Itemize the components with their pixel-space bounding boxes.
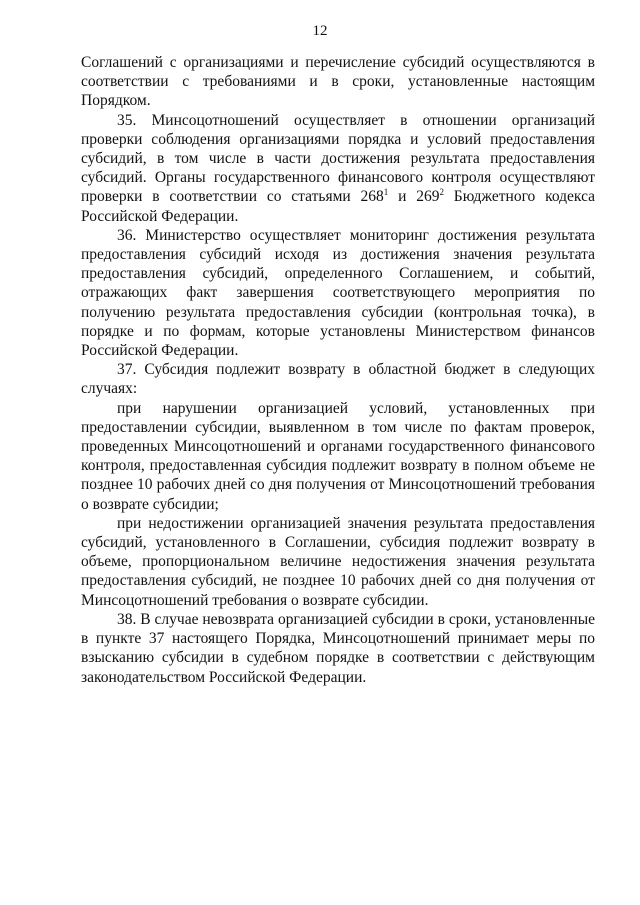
- paragraph-35: [81, 111, 595, 226]
- paragraph-35-end: Бюджетного кодекса Российской Федерации.: [81, 188, 596, 225]
- article-269-superscript: 2: [439, 187, 444, 198]
- paragraph-35-text: 35. Минсоцотношений осуществляет в отношении организаций проверки соблюдения организациями порядка и условий предоставления субсидий, в том числе в части достижения результата предоставления субсидий. Органы государственного финансового контроля осуществляют проверки в соответствии со статьями: [81, 111, 595, 206]
- conjunction-and: и: [398, 188, 407, 206]
- paragraph-38: 38. В случае невозврата организацией субсидии в сроки, установленные в пункте 37 настоящего Порядка, Минсоцотношений принимает меры по взысканию субсидии в судебном порядке в соответствии с действующим законодательством Российской Федерации.: [81, 610, 595, 686]
- document-body: [81, 53, 595, 687]
- article-269: 269: [416, 188, 440, 206]
- paragraph-37-case-a: при нарушении организацией условий, установленных при предоставлении субсидии, выявленном в том числе по фактам проверок, проведенных Минсоцотношений и органами государственного финансового контроля, предоставленная субсидия подлежит возврату в полном объеме не позднее 10 рабочих дней со дня получения от Минсоцотношений требования о возврате субсидии;: [81, 399, 595, 513]
- article-268: 268: [360, 188, 384, 206]
- paragraph-37-case-b: при недостижении организацией значения результата предоставления субсидий, установленного в Соглашении, субсидия подлежит возврату в объеме, пропорциональном величине недостижения значения результата предоставления субсидий, не позднее 10 рабочих дней со дня получения от Минсоцотношений требования о возврате субсидии.: [81, 514, 595, 609]
- page-number: 12: [312, 23, 328, 39]
- paragraph-36: 36. Министерство осуществляет мониторинг достижения результата предоставления субсидий исходя из достижения значения результата предоставления субсидий, определенного Соглашением, и событий, отражающих факт завершения соответствующего мероприятия по получению результата предоставления субсидии (контрольная точка), в порядке и по формам, которые установлены Министерством финансов Российской Федерации.: [81, 226, 595, 360]
- paragraph-continuation: Соглашений с организациями и перечисление субсидий осуществляются в соответствии с требованиями и в сроки, установленные настоящим Порядком.: [81, 54, 595, 110]
- paragraph-37: 37. Субсидия подлежит возврату в областной бюджет в следующих случаях:: [81, 361, 595, 398]
- article-268-superscript: 1: [383, 187, 389, 198]
